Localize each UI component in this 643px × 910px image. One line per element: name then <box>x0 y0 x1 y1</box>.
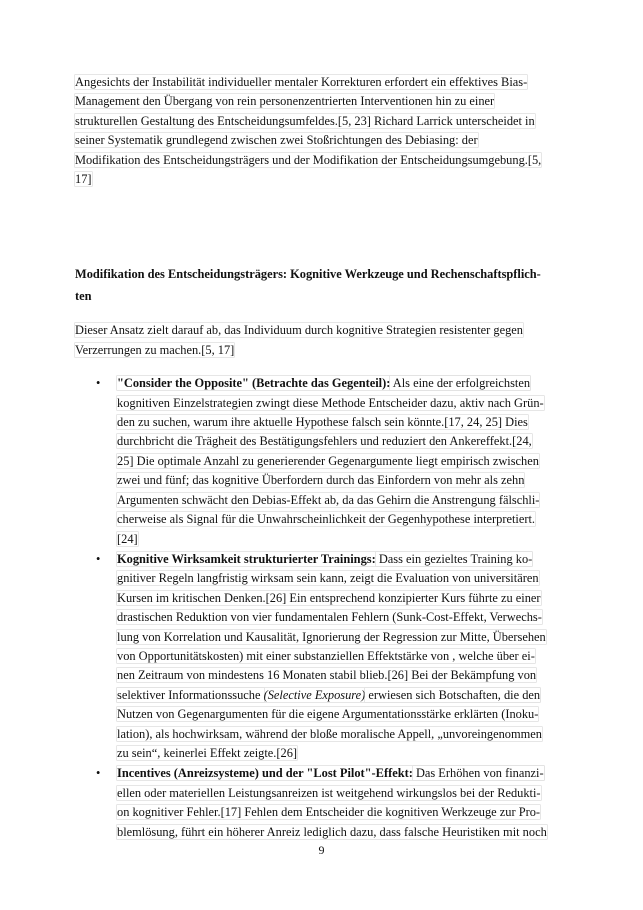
text-line: kognitiven Einzelstrategien zwingt diese Methode Entscheider dazu, aktiv nach Grün- <box>117 395 544 410</box>
list-item-consider-the-opposite <box>75 374 568 549</box>
text-line: lation), als hochwirksam, während der bloße moralische Appell, „unvoreingenommen <box>117 726 542 741</box>
section-intro-paragraph <box>75 321 568 360</box>
page-number: 9 <box>318 843 325 857</box>
text-line: ellen oder materiellen Leistungsanreizen ist weitgehend wirkungslos bei der Redukti- <box>117 785 541 800</box>
text-line: von Opportunitätskosten) mit einer substanziellen Effektstärke von , welche über ei- <box>117 648 535 663</box>
text-line: seiner Systematik grundlegend zwischen zwei Stoßrichtungen des Debiasing: der <box>75 133 478 148</box>
text-line: Nutzen von Gegenargumenten für die eigene Argumentationsstärke erklärten (Inoku- <box>117 707 539 722</box>
text-line: blemlösung, führt ein höherer Anreiz lediglich dazu, dass falsche Heuristiken mit noch <box>117 824 547 839</box>
text-line: Verzerrungen zu machen.[5, 17] <box>75 342 235 357</box>
text-line: lung von Korrelation und Kausalität, Ignorierung der Regression zur Mitte, Übersehen <box>117 629 546 644</box>
heading-line: Modifikation des Entscheidungsträgers: Kognitive Werkzeuge und Rechenschaftspflich- <box>75 267 541 282</box>
text-fragment: selektiver Informationssuche <box>117 687 264 702</box>
text-line: nen Zeitraum von mindestens 16 Monaten stabil blieb.[26] Bei der Bekämpfung von <box>117 668 537 683</box>
intro-paragraph <box>75 73 568 189</box>
bullet-icon: • <box>96 551 101 566</box>
italic-term: (Selective Exposure) <box>263 687 366 702</box>
text-line: strukturellen Gestaltung des Entscheidungsumfeldes.[5, 23] Richard Larrick unterscheidet in <box>75 113 535 128</box>
text-line: zwei und fünf; das kognitive Überfordern durch das Einfordern von mehr als zehn <box>117 473 525 488</box>
text-line: cherweise als Signal für die Unwahrscheinlichkeit der Gegenhypothese interpretiert. <box>117 512 536 527</box>
bullet-list <box>75 374 568 842</box>
section-heading <box>75 263 568 307</box>
text-line: Dieser Ansatz zielt darauf ab, das Individuum durch kognitive Strategien resistenter gegen <box>75 323 523 338</box>
bullet-title: Kognitive Wirksamkeit strukturierter Trainings: <box>117 551 376 566</box>
text-fragment: erwiesen sich Botschaften, die den <box>365 687 541 702</box>
text-line: Angesichts der Instabilität individueller mentaler Korrekturen erfordert ein effektives Bias- <box>75 75 528 89</box>
text-line: Modifikation des Entscheidungsträgers und der Modifikation der Entscheidungsumgebung.[5, <box>75 152 542 167</box>
text-line: den zu suchen, warum ihre aktuelle Hypothese falsch sein könnte.[17, 24, 25] Dies <box>117 415 528 430</box>
text-line: gnitiver Regeln langfristig wirksam sein kann, zeigt die Evaluation von universitären <box>117 571 539 586</box>
text-fragment: Das Erhöhen von finanzi- <box>412 766 544 781</box>
list-item-training-effectiveness <box>75 550 568 763</box>
text-line: drastischen Reduktion von vier fundamentalen Fehlern (Sunk-Cost-Effekt, Verwechs- <box>117 610 542 625</box>
heading-line: ten <box>75 289 92 304</box>
bullet-icon: • <box>96 766 101 781</box>
text-fragment: Als eine der erfolgreichsten <box>390 376 531 391</box>
bullet-title: Incentives (Anreizsysteme) und der "Lost Pilot"-Effekt: <box>117 766 413 781</box>
text-fragment: Dass ein gezieltes Training ko- <box>375 551 533 566</box>
text-line: zu sein“, keinerlei Effekt zeigte.[26] <box>117 745 298 760</box>
text-line: Kursen im kritischen Denken.[26] Ein entsprechend konzipierter Kurs führte zu einer <box>117 590 541 605</box>
text-line: on kognitiver Fehler.[17] Fehlen dem Entscheider die kognitiven Werkzeuge zur Pro- <box>117 805 541 820</box>
text-line: 17] <box>75 172 92 187</box>
text-line: [24] <box>117 531 138 546</box>
text-line: durchbricht die Trägheit des Bestätigungsfehlers und reduziert den Ankereffekt.[24, <box>117 434 532 449</box>
document-page <box>75 73 568 843</box>
bullet-icon: • <box>96 376 101 391</box>
text-line: Management den Übergang von rein personenzentrierten Interventionen hin zu einer <box>75 94 495 109</box>
text-line: Argumenten schwächt den Debias-Effekt ab, da das Gehirn die Anstrengung fälschli- <box>117 492 540 507</box>
list-item-incentives <box>75 764 568 842</box>
text-line: 25] Die optimale Anzahl zu generierender Gegenargumente liegt empirisch zwischen <box>117 453 539 468</box>
bullet-title: "Consider the Opposite" (Betrachte das Gegenteil): <box>117 376 391 391</box>
